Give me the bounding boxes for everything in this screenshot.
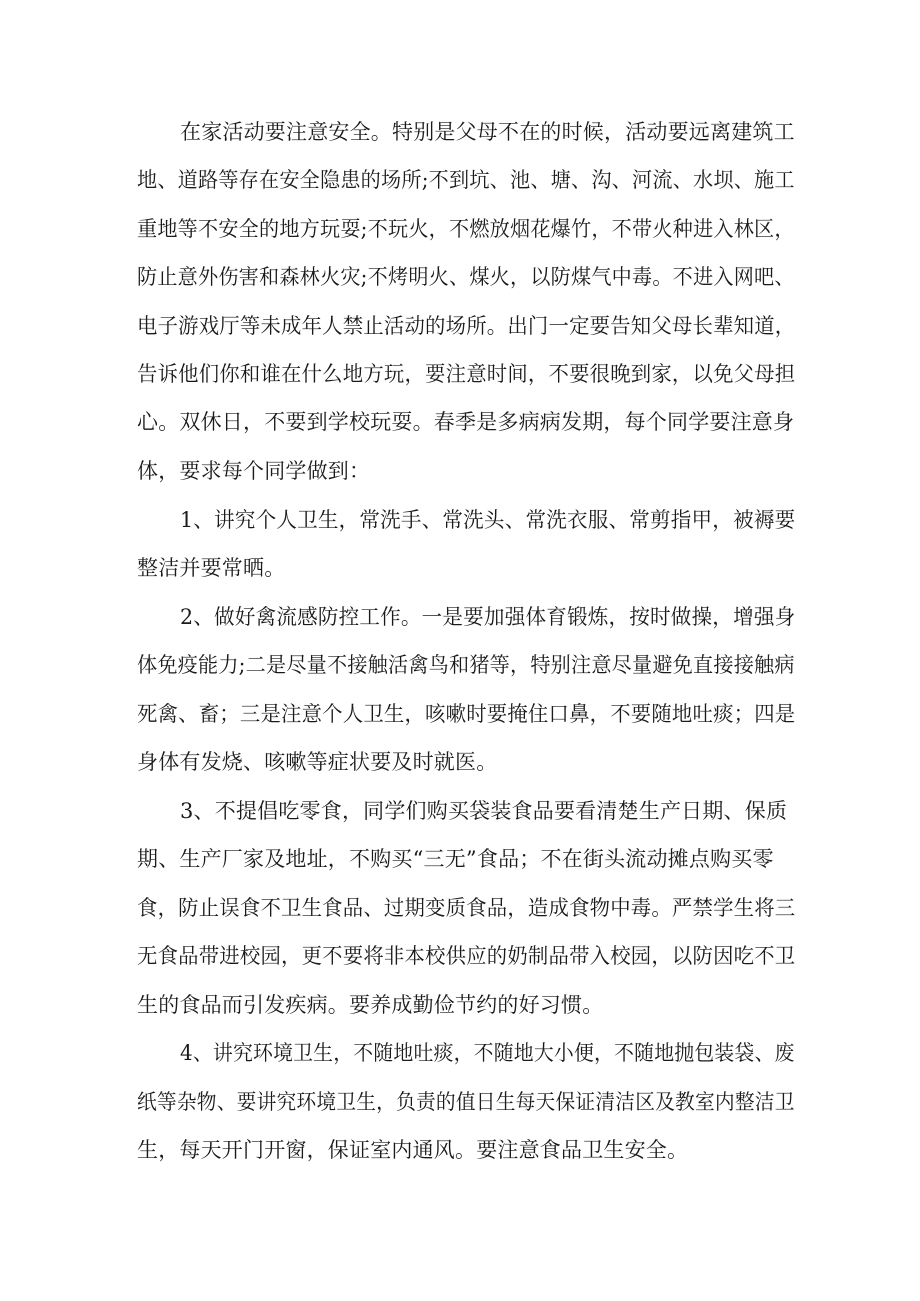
text-line: 防止意外伤害和森林火灾;不烤明火、煤火，以防煤气中毒。不进入网吧、 bbox=[137, 265, 795, 289]
text-line: 4、讲究环境卫生，不随地吐痰，不随地大小便，不随地抛包装袋、废 bbox=[180, 1041, 795, 1065]
text-line: 地、道路等存在安全隐患的场所;不到坑、池、塘、沟、河流、水坝、施工 bbox=[137, 168, 795, 192]
text-line: 电子游戏厅等未成年人禁止活动的场所。出门一定要告知父母长辈知道， bbox=[137, 314, 796, 338]
text-line: 体，要求每个同学做到： bbox=[137, 459, 371, 483]
text-line: 心。双休日，不要到学校玩耍。春季是多病病发期，每个同学要注意身 bbox=[137, 410, 795, 434]
text-line: 在家活动要注意安全。特别是父母不在的时候，活动要远离建筑工 bbox=[180, 120, 795, 144]
text-line: 重地等不安全的地方玩耍;不玩火，不燃放烟花爆竹，不带火种进入林区， bbox=[137, 217, 795, 241]
text-line: 无食品带进校园，更不要将非本校供应的奶制品带入校园，以防因吃不卫 bbox=[137, 944, 796, 968]
text-line: 生，每天开门开窗，保证室内通风。要注意食品卫生安全。 bbox=[137, 1138, 689, 1162]
text-line: 1、讲究个人卫生，常洗手、常洗头、常洗衣服、常剪指甲，被褥要 bbox=[180, 508, 796, 532]
text-line: 死禽、畜；三是注意个人卫生，咳嗽时要掩住口鼻，不要随地吐痰；四是 bbox=[137, 702, 796, 726]
text-line: 告诉他们你和谁在什么地方玩，要注意时间，不要很晚到家，以免父母担 bbox=[137, 362, 796, 386]
text-line: 体免疫能力;二是尽量不接触活禽鸟和猪等，特别注意尽量避免直接接触病 bbox=[137, 653, 795, 677]
text-line: 整洁并要常晒。 bbox=[137, 556, 286, 580]
text-line: 纸等杂物、要讲究环境卫生，负责的值日生每天保证清洁区及教室内整洁卫 bbox=[137, 1090, 795, 1114]
text-line: 期、生产厂家及地址，不购买“三无”食品；不在街头流动摊点购买零 bbox=[137, 847, 774, 871]
text-line: 食，防止误食不卫生食品、过期变质食品，造成食物中毒。严禁学生将三 bbox=[137, 896, 796, 920]
text-line: 2、做好禽流感防控工作。一是要加强体育锻炼，按时做操，增强身 bbox=[180, 605, 796, 629]
text-line: 身体有发烧、咳嗽等症状要及时就医。 bbox=[137, 750, 498, 774]
text-line: 3、不提倡吃零食，同学们购买袋装食品要看清楚生产日期、保质 bbox=[180, 799, 788, 823]
text-line: 生的食品而引发疾病。要养成勤俭节约的好习惯。 bbox=[137, 993, 604, 1017]
